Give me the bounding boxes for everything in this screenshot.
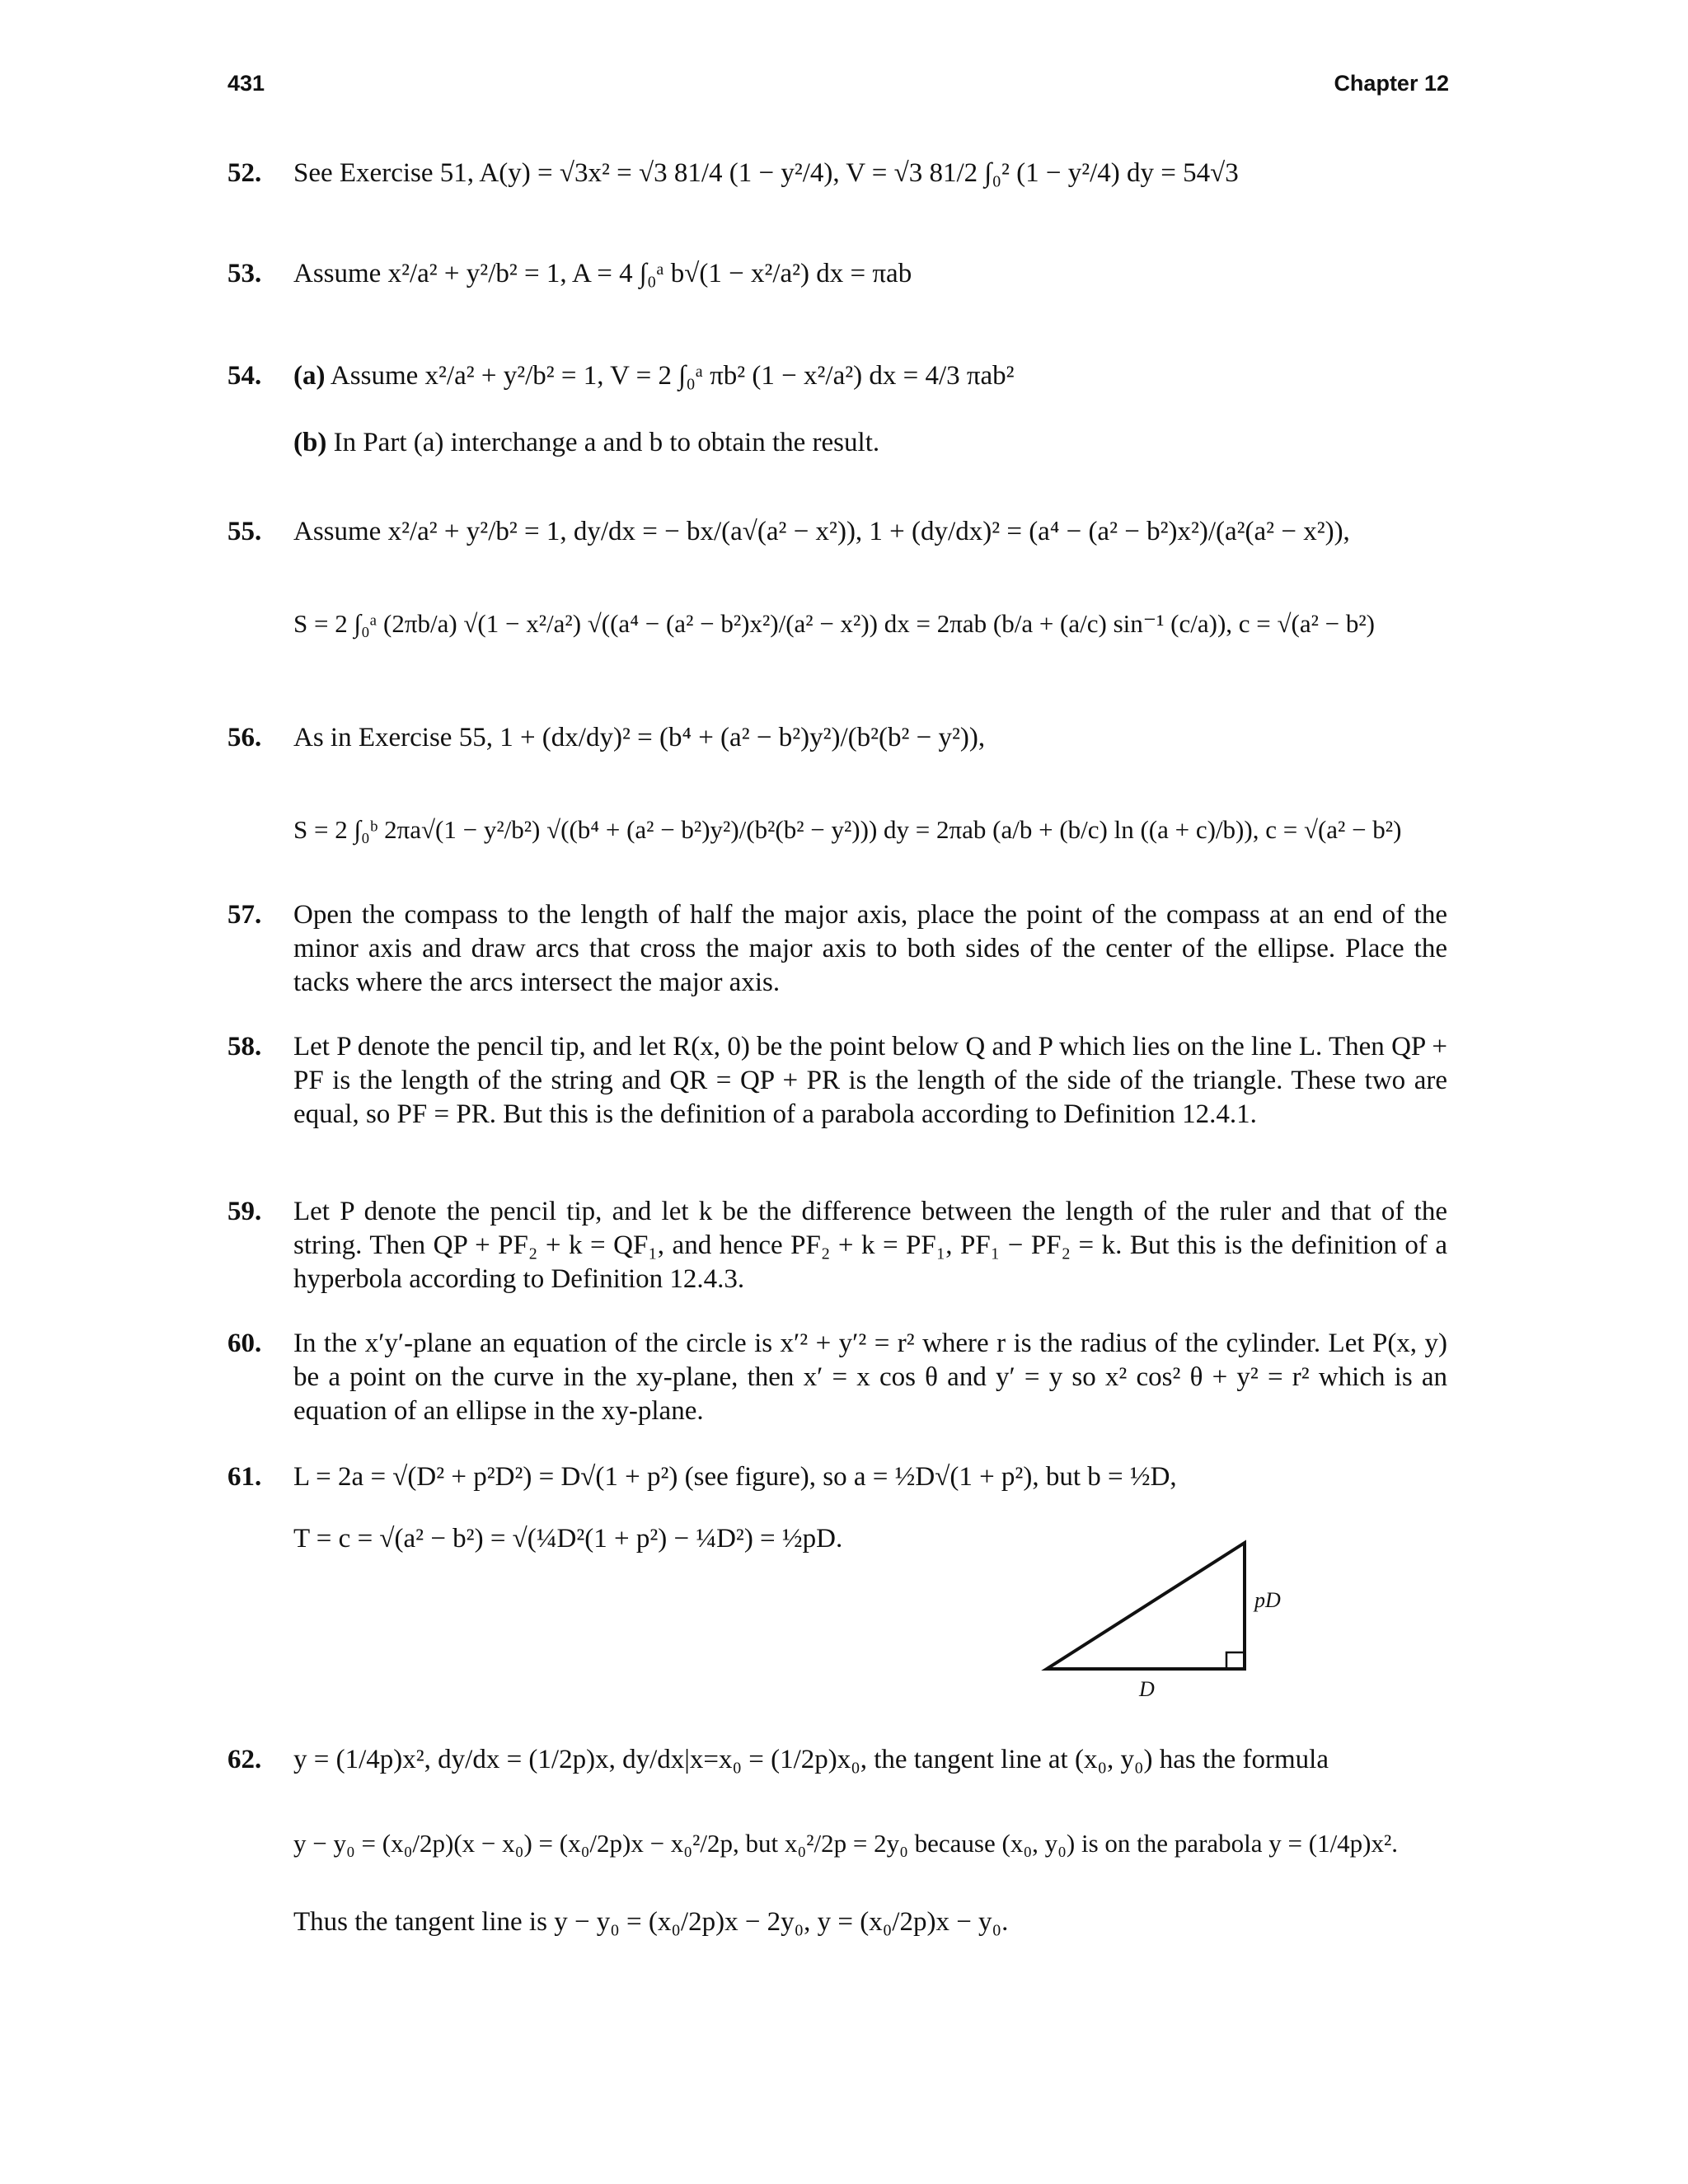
exercise-55-line-1: Assume x²/a² + y²/b² = 1, dy/dx = − bx/(a√(a² − x²)), 1 + (dy/dx)² = (a⁴ − (a² − b²)x²)/(a²(a² − x²)),: [293, 517, 1350, 546]
exercise-58: [227, 1030, 1447, 1132]
exercise-number: 61.: [227, 1462, 262, 1492]
exercise-59-text: Let P denote the pencil tip, and let k be the difference between the length of the ruler and that of the string. Then QP + PF₂ + k = QF₁, and hence PF₂ + k = PF₁, PF₁ − PF₂ = k. But this is the definition of a hyperbola according to Definition 12.4.3.: [293, 1197, 1447, 1294]
exercise-56-line-1: As in Exercise 55, 1 + (dx/dy)² = (b⁴ + (a² − b²)y²)/(b²(b² − y²)),: [293, 723, 986, 752]
exercise-61-line-1: L = 2a = √(D² + p²D²) = D√(1 + p²) (see figure), so a = ½D√(1 + p²), but b = ½D,: [293, 1462, 1177, 1492]
part-a-label: (a): [293, 361, 326, 391]
exercise-57: [227, 898, 1447, 1000]
exercise-60: [227, 1327, 1447, 1428]
triangle-outline: [1047, 1543, 1245, 1669]
chapter-label: Chapter 12: [1334, 71, 1449, 96]
exercise-57-text: Open the compass to the length of half the major axis, place the point of the compass at an end of the minor axis and draw arcs that cross the major axis to both sides of the center of the ellipse. Place the tacks where the arcs intersect the major axis.: [293, 900, 1447, 997]
exercise-number: 59.: [227, 1197, 262, 1226]
exercise-55-line-2: S = 2 ∫₀ᵃ (2πb/a) √(1 − x²/a²) √((a⁴ − (a² − b²)x²)/(a² − x²)) dx = 2πab (b/a + (a/c) sin⁻¹ (c/a)), c = √(a² − b²): [293, 609, 1376, 638]
part-a-text: Assume x²/a² + y²/b² = 1, V = 2 ∫₀ᵃ πb² (1 − x²/a²) dx = 4/3 πab²: [330, 361, 1015, 391]
exercise-number: 52.: [227, 158, 262, 188]
exercise-number: 53.: [227, 259, 262, 288]
exercise-62-line-1: y = (1/4p)x², dy/dx = (1/2p)x, dy/dx|x=x₀ = (1/2p)x₀, the tangent line at (x₀, y₀) has the formula: [293, 1745, 1329, 1774]
exercise-number: 62.: [227, 1745, 262, 1774]
right-triangle-figure: [1039, 1525, 1286, 1698]
exercise-62: [227, 1743, 1447, 1939]
exercise-53-text: Assume x²/a² + y²/b² = 1, A = 4 ∫₀ᵃ b√(1 − x²/a²) dx = πab: [293, 259, 912, 288]
part-b-text: In Part (a) interchange a and b to obtain the result.: [333, 428, 880, 457]
exercise-54-part-a: [293, 359, 1447, 393]
exercise-58-text: Let P denote the pencil tip, and let R(x, 0) be the point below Q and P which lies on the line L. Then QP + PF is the length of the string and QR = QP + PR is the length of the side of the triangle. These two are equal, so PF = PR. But this is the definition of a parabola according to Definition 12.4.1.: [293, 1032, 1447, 1129]
exercise-number: 58.: [227, 1032, 262, 1062]
exercise-59: [227, 1195, 1447, 1296]
right-angle-marker: [1226, 1652, 1245, 1669]
page-number: 431: [227, 71, 265, 96]
page-header: [227, 71, 1449, 104]
side-label-pd: pD: [1254, 1588, 1281, 1612]
exercise-53: [227, 257, 1447, 291]
part-b-label: (b): [293, 428, 327, 457]
exercise-52-text: See Exercise 51, A(y) = √3x² = √3 81/4 (1 − y²/4), V = √3 81/2 ∫₀² (1 − y²/4) dy = 54√3: [293, 158, 1239, 188]
base-label-d: D: [1139, 1677, 1155, 1698]
exercise-number: 60.: [227, 1329, 262, 1358]
exercise-61-line-2: T = c = √(a² − b²) = √(¼D²(1 + p²) − ¼D²) = ½pD.: [293, 1524, 843, 1554]
exercise-56: [227, 721, 1447, 846]
exercise-62-line-3: Thus the tangent line is y − y₀ = (x₀/2p)x − 2y₀, y = (x₀/2p)x − y₀.: [293, 1907, 1009, 1937]
exercise-number: 56.: [227, 723, 262, 752]
exercise-number: 54.: [227, 361, 262, 391]
exercise-52: [227, 157, 1447, 190]
exercise-54: [227, 359, 1447, 460]
exercise-number: 57.: [227, 900, 262, 930]
exercise-62-line-2: y − y₀ = (x₀/2p)(x − x₀) = (x₀/2p)x − x₀²/2p, but x₀²/2p = 2y₀ because (x₀, y₀) is on the parabola y = (1/4p)x².: [293, 1829, 1399, 1858]
exercise-54-part-b: [293, 426, 1447, 460]
exercise-55: [227, 515, 1447, 640]
exercise-number: 55.: [227, 517, 262, 546]
exercise-60-text: In the x′y′-plane an equation of the circle is x′² + y′² = r² where r is the radius of the cylinder. Let P(x, y) be a point on the curve in the xy-plane, then x′ = x cos θ and y′ = y so x² cos² θ + y² = r² which is an equation of an ellipse in the xy-plane.: [293, 1329, 1447, 1426]
exercise-56-line-2: S = 2 ∫₀ᵇ 2πa√(1 − y²/b²) √((b⁴ + (a² − b²)y²)/(b²(b² − y²))) dy = 2πab (a/b + (b/c) ln ((a + c)/b)), c = √(a² − b²): [293, 815, 1402, 844]
